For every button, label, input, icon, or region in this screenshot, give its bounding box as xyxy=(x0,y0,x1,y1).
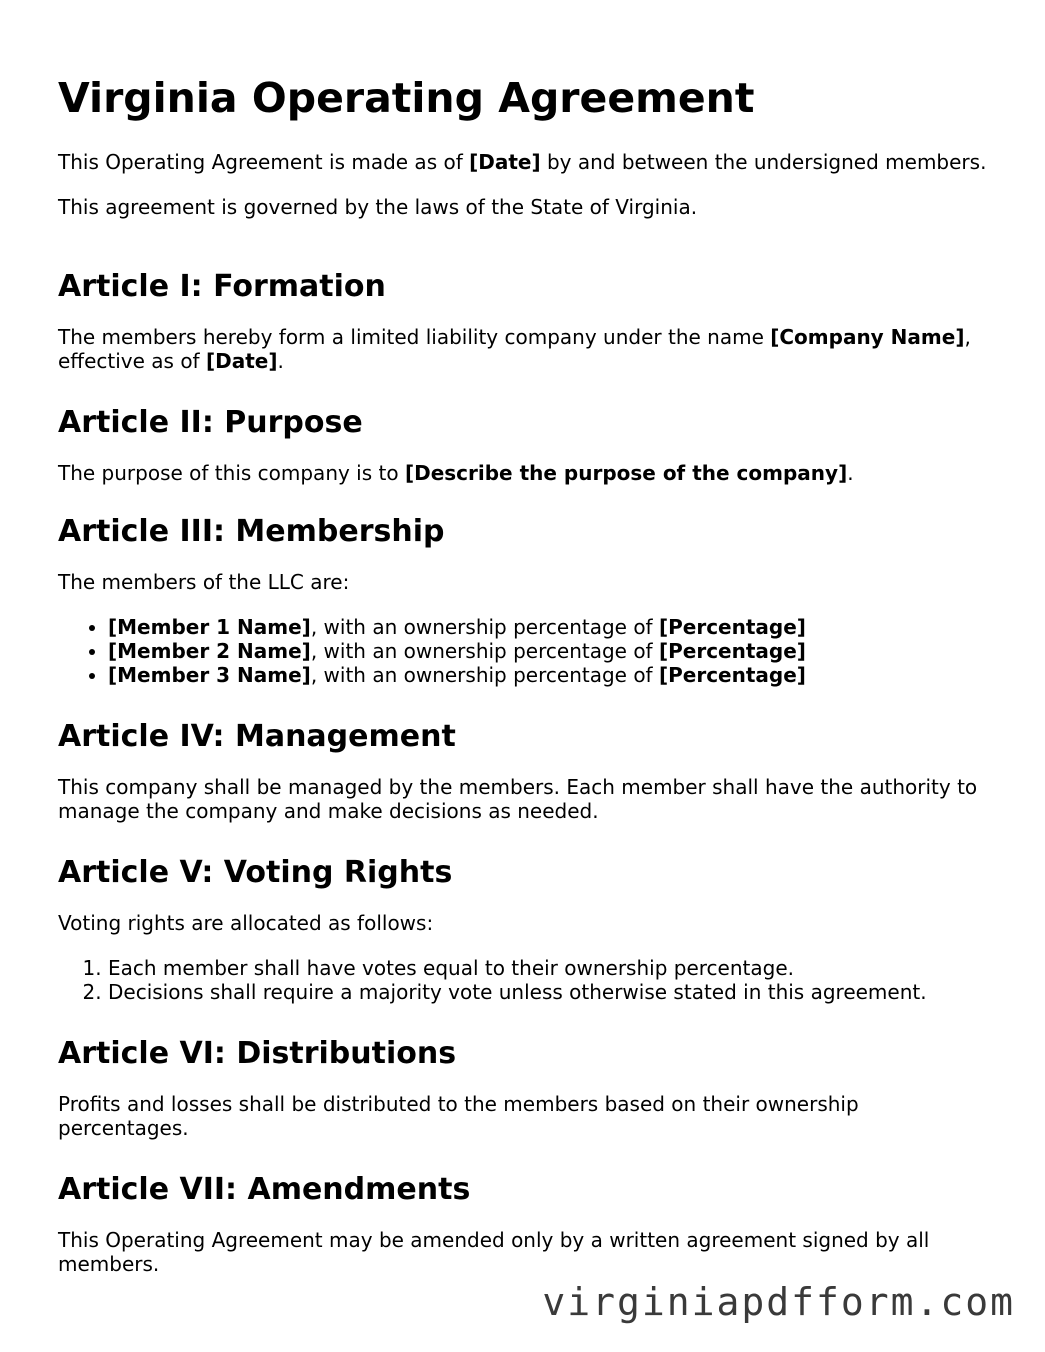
article-7-section xyxy=(58,1172,988,1276)
article-1-text-part: , effective as of xyxy=(58,325,971,373)
article-2-text-part: . xyxy=(847,461,854,485)
article-3-section xyxy=(58,514,988,687)
article-2-text xyxy=(58,461,988,485)
intro-paragraph-1 xyxy=(58,150,988,174)
percentage-placeholder: [Percentage] xyxy=(658,615,806,639)
article-5-section xyxy=(58,855,988,1004)
percentage-placeholder: [Percentage] xyxy=(658,639,806,663)
article-1-text xyxy=(58,325,988,373)
article-1-heading: Article I: Formation xyxy=(58,269,386,304)
article-6-text: Profits and losses shall be distributed to the members based on their ownership percentages. xyxy=(58,1092,859,1140)
list-item xyxy=(108,663,988,687)
list-item xyxy=(108,615,988,639)
date-placeholder: [Date] xyxy=(205,349,278,373)
article-2-heading: Article II: Purpose xyxy=(58,405,363,440)
article-7-heading: Article VII: Amendments xyxy=(58,1172,471,1207)
article-1-text-part: . xyxy=(277,349,284,373)
article-1-section xyxy=(58,269,988,373)
list-item: 2. Decisions shall require a majority vote unless otherwise stated in this agreement. xyxy=(108,980,988,1004)
intro-text: This Operating Agreement is made as of xyxy=(58,150,470,174)
article-4-heading: Article IV: Management xyxy=(58,719,456,754)
article-2-text-part: The purpose of this company is to xyxy=(58,461,405,485)
article-1-text-part: The members hereby form a limited liability company under the name xyxy=(58,325,771,349)
member-name-placeholder: [Member 1 Name] xyxy=(108,615,311,639)
intro-paragraph-2: This agreement is governed by the laws of the State of Virginia. xyxy=(58,195,698,219)
voting-rights-list xyxy=(58,956,988,1004)
intro-section xyxy=(58,150,988,219)
article-7-text: This Operating Agreement may be amended only by a written agreement signed by all members. xyxy=(58,1228,930,1276)
article-6-section xyxy=(58,1036,988,1140)
article-3-text: The members of the LLC are: xyxy=(58,570,350,594)
list-item: 1. Each member shall have votes equal to their ownership percentage. xyxy=(108,956,988,980)
article-3-heading: Article III: Membership xyxy=(58,514,445,549)
intro-text: by and between the undersigned members. xyxy=(540,150,987,174)
date-placeholder: [Date] xyxy=(469,150,541,174)
member-text: , with an ownership percentage of xyxy=(310,663,659,687)
company-name-placeholder: [Company Name] xyxy=(770,325,965,349)
document-title: Virginia Operating Agreement xyxy=(58,74,755,122)
article-4-section xyxy=(58,719,988,823)
watermark-text: virginiapdfform.com xyxy=(542,1280,1015,1324)
article-5-text: Voting rights are allocated as follows: xyxy=(58,911,434,935)
member-text: , with an ownership percentage of xyxy=(310,615,659,639)
list-item xyxy=(108,639,988,663)
member-name-placeholder: [Member 2 Name] xyxy=(108,639,311,663)
members-list xyxy=(58,615,988,687)
article-5-heading: Article V: Voting Rights xyxy=(58,855,453,890)
article-2-section xyxy=(58,405,988,485)
member-name-placeholder: [Member 3 Name] xyxy=(108,663,311,687)
purpose-placeholder: [Describe the purpose of the company] xyxy=(404,461,848,485)
article-4-text: This company shall be managed by the members. Each member shall have the authority to manage the company and make decisions as needed. xyxy=(58,775,978,823)
percentage-placeholder: [Percentage] xyxy=(658,663,806,687)
article-6-heading: Article VI: Distributions xyxy=(58,1036,457,1071)
member-text: , with an ownership percentage of xyxy=(310,639,659,663)
